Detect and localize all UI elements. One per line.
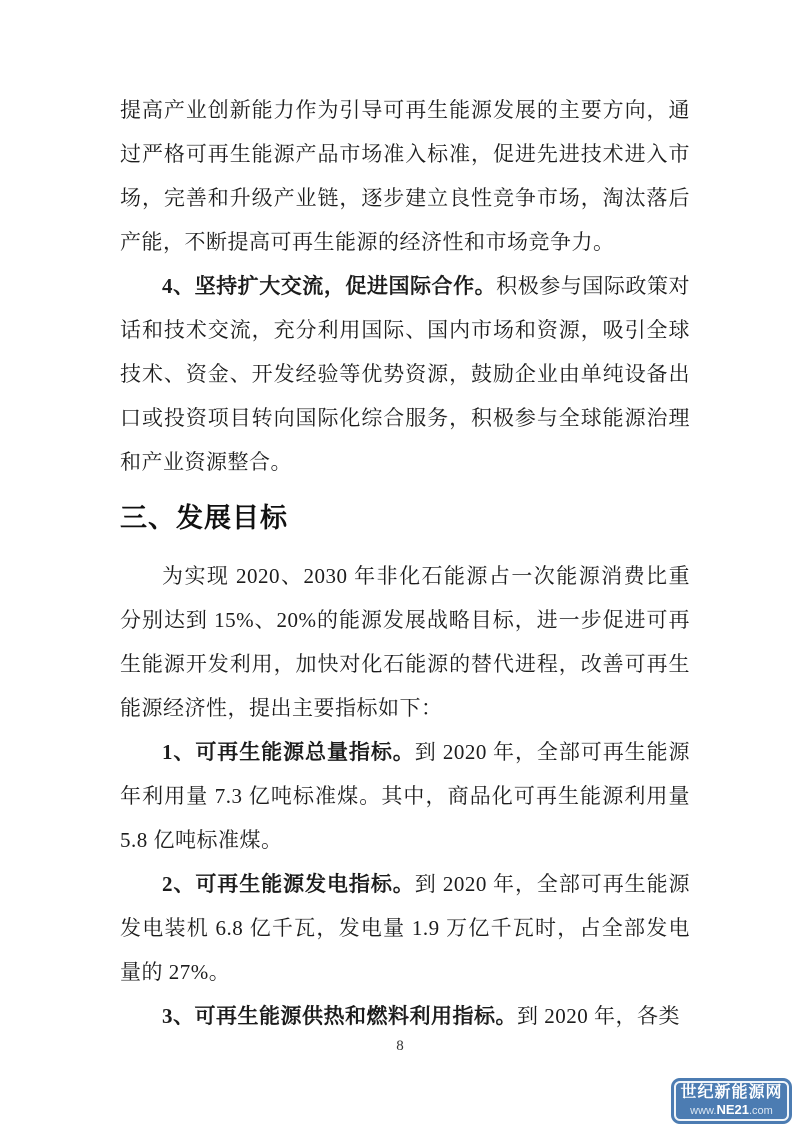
watermark-inner-frame (674, 1081, 789, 1121)
body-paragraph (120, 862, 690, 994)
watermark-site-url (690, 1103, 773, 1118)
paragraph-text: 到 2020 年，全部可再生能源年利用量 7.3 亿吨标准煤。其中，商品化可再生能源利用量 5.8 亿吨标准煤。 (120, 740, 691, 852)
body-paragraph: 为实现 2020、2030 年非化石能源占一次能源消费比重分别达到 15%、20%的能源发展战略目标，进一步促进可再生能源开发利用，加快对化石能源的替代进程，改善可再生能源经济性，提出主要指标如下： (120, 564, 690, 720)
url-main: NE21 (716, 1102, 749, 1117)
paragraph-bold-lead: 4、坚持扩大交流，促进国际合作。 (162, 274, 497, 298)
paragraph-text: 积极参与国际政策对话和技术交流，充分利用国际、国内市场和资源，吸引全球技术、资金、开发经验等优势资源，鼓励企业由单纯设备出口或投资项目转向国际化综合服务，积极参与全球能源治理和产业资源整合。 (120, 274, 691, 474)
paragraph-bold-lead: 2、可再生能源发电指标。 (162, 872, 415, 896)
document-body (120, 88, 690, 1038)
paragraph-bold-lead: 1、可再生能源总量指标。 (162, 740, 415, 764)
paragraph-bold-lead: 3、可再生能源供热和燃料利用指标。 (162, 1004, 517, 1028)
body-paragraph (120, 994, 690, 1038)
page-number: 8 (396, 1038, 404, 1054)
body-paragraph (120, 730, 690, 862)
paragraph-text: 到 2020 年，全部可再生能源发电装机 6.8 亿千瓦，发电量 1.9 万亿千瓦时，占全部发电量的 27%。 (120, 872, 691, 984)
url-prefix: www. (690, 1105, 717, 1117)
section-heading: 三、发展目标 (120, 503, 288, 533)
url-suffix: .com (748, 1105, 773, 1117)
body-paragraph (120, 264, 690, 484)
body-paragraph: 提高产业创新能力作为引导可再生能源发展的主要方向，通过严格可再生能源产品市场准入标准，促进先进技术进入市场，完善和升级产业链，逐步建立良性竞争市场，淘汰落后产能，不断提高可再生能源的经济性和市场竞争力。 (120, 98, 690, 254)
paragraph-text: 到 2020 年，各类 (517, 1004, 680, 1028)
watermark-site-name: 世纪新能源网 (680, 1084, 783, 1101)
watermark-badge (671, 1078, 792, 1124)
